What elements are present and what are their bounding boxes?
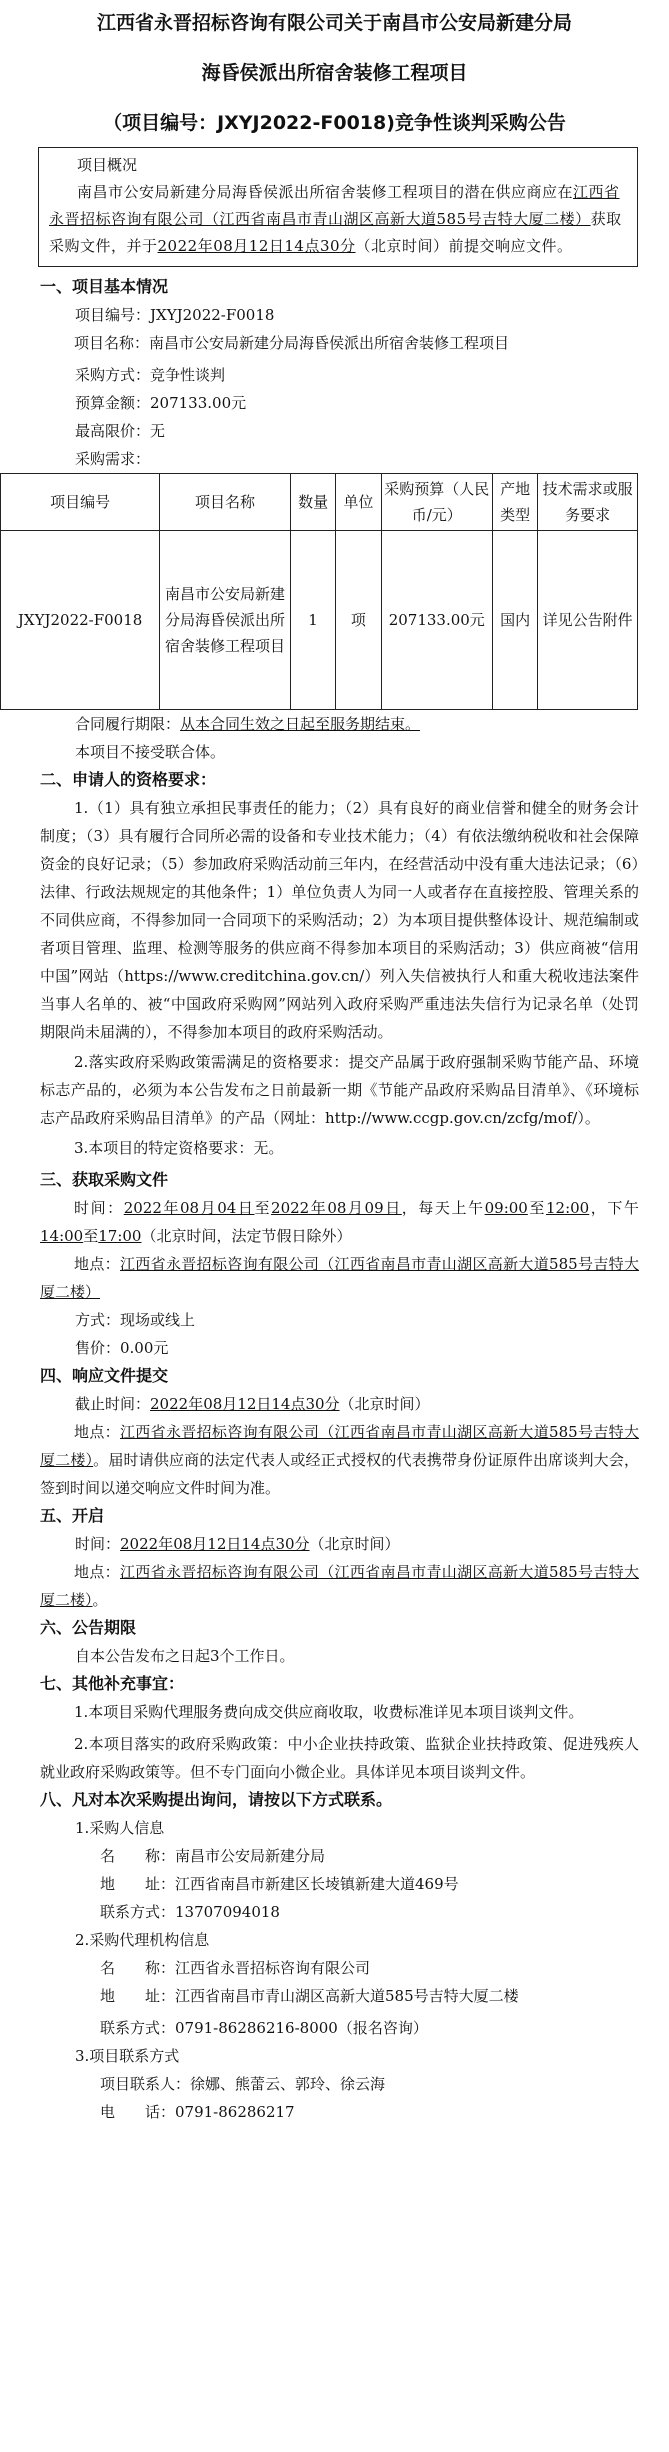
section-3-heading: 三、获取采购文件 bbox=[40, 1170, 169, 1190]
section-5-heading: 五、开启 bbox=[40, 1506, 105, 1526]
contract-period-value: 从本合同生效之日起至服务期结束。 bbox=[180, 715, 421, 734]
purchaser-name: 名 称：南昌市公安局新建分局 bbox=[100, 1847, 326, 1866]
acquire-location-label: 地点： bbox=[74, 1255, 120, 1274]
submit-deadline-note: （北京时间） bbox=[339, 1395, 430, 1414]
contract-period-label: 合同履行期限： bbox=[75, 715, 181, 734]
agency-contact: 联系方式：0791-86286216-8000（报名咨询） bbox=[100, 2019, 428, 2038]
acquire-am-label: ，每天上午 bbox=[401, 1199, 485, 1218]
opening-time bbox=[75, 1530, 669, 1558]
section-7-heading: 七、其他补充事宜： bbox=[40, 1674, 185, 1694]
td-unit: 项 bbox=[336, 531, 381, 710]
acquire-pm-label: ，下午 bbox=[589, 1199, 639, 1218]
project-name: 项目名称：南昌市公安局新建分局海昏侯派出所宿舍装修工程项目 bbox=[74, 334, 510, 353]
overview-location: 江西省永晋招标咨询有限公司（江西省南昌市青山湖区高新大道585号吉特大厦二楼） bbox=[49, 183, 620, 229]
acquire-location-value: 江西省永晋招标咨询有限公司（江西省南昌市青山湖区高新大道585号吉特大厦二楼） bbox=[40, 1255, 639, 1302]
agency-name: 名 称：江西省永晋招标咨询有限公司 bbox=[100, 1959, 371, 1978]
acquire-pm-end: 17:00 bbox=[98, 1227, 142, 1246]
max-price: 最高限价：无 bbox=[75, 422, 166, 441]
qualification-3: 3.本项目的特定资格要求：无。 bbox=[74, 1139, 284, 1158]
opening-location-end: 。 bbox=[92, 1591, 108, 1610]
agency-info-title: 2.采购代理机构信息 bbox=[75, 1931, 210, 1950]
opening-location bbox=[40, 1558, 639, 1614]
qualification-1: 1.（1）具有独立承担民事责任的能力；（2）具有良好的商业信誉和健全的财务会计制度；（3）具有履行合同所必需的设备和专业技术能力；（4）有依法缴纳税收和社会保障资金的良好记录；（5）参加政府采购活动前三年内，在经营活动中没有重大违法记录；（6）法律、行政法规规定的其他条件；1）单位负责人为同一人或者存在直接控股、管理关系的不同供应商，不得参加同一合同项下的采购活动；2）为本项目提供整体设计、规范编制或者项目管理、监理、检测等服务的供应商不得参加本项目的采购活动；3）供应商被“信用中国”网站（https://www.creditchina.gov.cn/）列入失信被执行人和重大税收违法案件当事人名单的、被“中国政府采购网”网站列入政府采购严重违法失信行为记录名单（处罚期限尚未届满的），不得参加本项目的政府采购活动。 bbox=[40, 799, 639, 1042]
acquire-am-start: 09:00 bbox=[484, 1199, 528, 1218]
overview-text-end: （北京时间）前提交响应文件。 bbox=[355, 237, 573, 256]
acquire-date-end: 2022年08月09日 bbox=[271, 1199, 402, 1218]
contract-period bbox=[75, 710, 669, 738]
td-origin: 国内 bbox=[492, 531, 537, 710]
submit-deadline bbox=[75, 1390, 669, 1418]
acquire-price: 售价：0.00元 bbox=[75, 1339, 169, 1358]
th-project-name: 项目名称 bbox=[160, 474, 291, 531]
acquire-date-to: 至 bbox=[254, 1199, 272, 1218]
title-line-3: （项目编号：JXYJ2022-F0018)竞争性谈判采购公告 bbox=[103, 111, 566, 134]
th-unit: 单位 bbox=[336, 474, 381, 531]
overview-heading: 项目概况 bbox=[77, 156, 138, 175]
other-matter-2: 2.本项目落实的政府采购政策：中小企业扶持政策、监狱企业扶持政策、促进残疾人就业政府采购政策等。但不专门面向小微企业。具体详见本项目谈判文件。 bbox=[40, 1735, 639, 1782]
procurement-method: 采购方式：竞争性谈判 bbox=[75, 366, 226, 385]
submit-location-label: 地点： bbox=[74, 1423, 120, 1442]
acquire-pm-start: 14:00 bbox=[40, 1227, 84, 1246]
acquire-am-to: 至 bbox=[527, 1199, 546, 1218]
td-requirements: 详见公告附件 bbox=[538, 531, 638, 710]
opening-time-label: 时间： bbox=[75, 1535, 121, 1554]
requirements-table bbox=[0, 473, 638, 710]
submit-deadline-value: 2022年08月12日14点30分 bbox=[150, 1395, 340, 1414]
notice-period: 自本公告发布之日起3个工作日。 bbox=[75, 1647, 295, 1666]
purchaser-contact: 联系方式：13707094018 bbox=[100, 1903, 280, 1922]
submit-location bbox=[40, 1418, 639, 1502]
table-header-row bbox=[1, 474, 638, 531]
overview-text bbox=[49, 179, 627, 260]
title-line-1: 江西省永晋招标咨询有限公司关于南昌市公安局新建分局 bbox=[96, 12, 572, 34]
overview-deadline: 2022年08月12日14点30分 bbox=[157, 237, 356, 256]
td-quantity: 1 bbox=[290, 531, 335, 710]
submit-deadline-label: 截止时间： bbox=[75, 1395, 151, 1414]
agency-address: 地 址：江西省南昌市青山湖区高新大道585号吉特大厦二楼 bbox=[100, 1987, 519, 2006]
acquire-am-end: 12:00 bbox=[546, 1199, 590, 1218]
td-project-code: JXYJ2022-F0018 bbox=[1, 531, 160, 710]
procurement-needs-label: 采购需求： bbox=[75, 450, 151, 469]
opening-location-value: 江西省永晋招标咨询有限公司（江西省南昌市青山湖区高新大道585号吉特大厦二楼） bbox=[40, 1563, 639, 1610]
opening-time-note: （北京时间） bbox=[309, 1535, 400, 1554]
section-1-heading: 一、项目基本情况 bbox=[40, 277, 169, 297]
acquire-location bbox=[40, 1250, 639, 1306]
budget-amount: 预算金额：207133.00元 bbox=[75, 394, 247, 413]
purchaser-address: 地 址：江西省南昌市新建区长堎镇新建大道469号 bbox=[100, 1875, 459, 1894]
project-contact-people: 项目联系人：徐娜、熊蕾云、郭玲、徐云海 bbox=[100, 2075, 386, 2094]
th-budget: 采购预算（人民币/元） bbox=[381, 474, 492, 531]
acquire-time-label: 时间： bbox=[74, 1199, 124, 1218]
th-quantity: 数量 bbox=[290, 474, 335, 531]
opening-location-label: 地点： bbox=[74, 1563, 120, 1582]
td-budget: 207133.00元 bbox=[381, 531, 492, 710]
th-origin: 产地类型 bbox=[492, 474, 537, 531]
purchaser-info-title: 1.采购人信息 bbox=[75, 1819, 165, 1838]
project-code: 项目编号：JXYJ2022-F0018 bbox=[75, 306, 275, 325]
project-contact-title: 3.项目联系方式 bbox=[75, 2047, 180, 2066]
qualification-2: 2.落实政府采购政策需满足的资格要求：提交产品属于政府强制采购节能产品、环境标志产品的，必须为本公告发布之日前最新一期《节能产品政府采购品目清单》、《环境标志产品政府采购品目清单》的产品（网址：http://www.ccgp.gov.cn/zcfg/mof/）。 bbox=[40, 1053, 639, 1128]
th-project-code: 项目编号 bbox=[1, 474, 160, 531]
acquire-way: 方式：现场或线上 bbox=[75, 1311, 196, 1330]
overview-text-start: 南昌市公安局新建分局海昏侯派出所宿舍装修工程项目的潜在供应商应在 bbox=[77, 183, 574, 202]
table-row bbox=[1, 531, 638, 710]
consortium-note: 本项目不接受联合体。 bbox=[75, 743, 226, 762]
other-matter-1: 1.本项目采购代理服务费向成交供应商收取，收费标准详见本项目谈判文件。 bbox=[74, 1703, 584, 1722]
submit-location-note: 。届时请供应商的法定代表人或经正式授权的代表携带身份证原件出席谈判大会，签到时间以递交响应文件时间为准。 bbox=[40, 1451, 639, 1498]
th-requirements: 技术需求或服务要求 bbox=[538, 474, 638, 531]
acquire-pm-to: 至 bbox=[83, 1227, 99, 1246]
overview-text-mid: 获取采购文件，并于 bbox=[49, 210, 622, 256]
submit-location-value: 江西省永晋招标咨询有限公司（江西省南昌市青山湖区高新大道585号吉特大厦二楼） bbox=[40, 1423, 639, 1470]
acquire-time bbox=[40, 1194, 639, 1250]
section-2-heading: 二、申请人的资格要求： bbox=[40, 770, 217, 790]
acquire-date-start: 2022年08月04日 bbox=[123, 1199, 255, 1218]
project-overview-box bbox=[38, 147, 638, 267]
title-line-2: 海昏侯派出所宿舍装修工程项目 bbox=[201, 61, 468, 84]
td-project-name: 南昌市公安局新建分局海昏侯派出所宿舍装修工程项目 bbox=[160, 531, 291, 710]
acquire-time-note: （北京时间，法定节假日除外） bbox=[141, 1227, 352, 1246]
section-8-heading: 八、凡对本次采购提出询问，请按以下方式联系。 bbox=[40, 1790, 393, 1810]
section-6-heading: 六、公告期限 bbox=[40, 1618, 137, 1638]
project-contact-phone: 电 话：0791-86286217 bbox=[100, 2103, 295, 2122]
opening-time-value: 2022年08月12日14点30分 bbox=[120, 1535, 310, 1554]
section-4-heading: 四、响应文件提交 bbox=[40, 1366, 169, 1386]
